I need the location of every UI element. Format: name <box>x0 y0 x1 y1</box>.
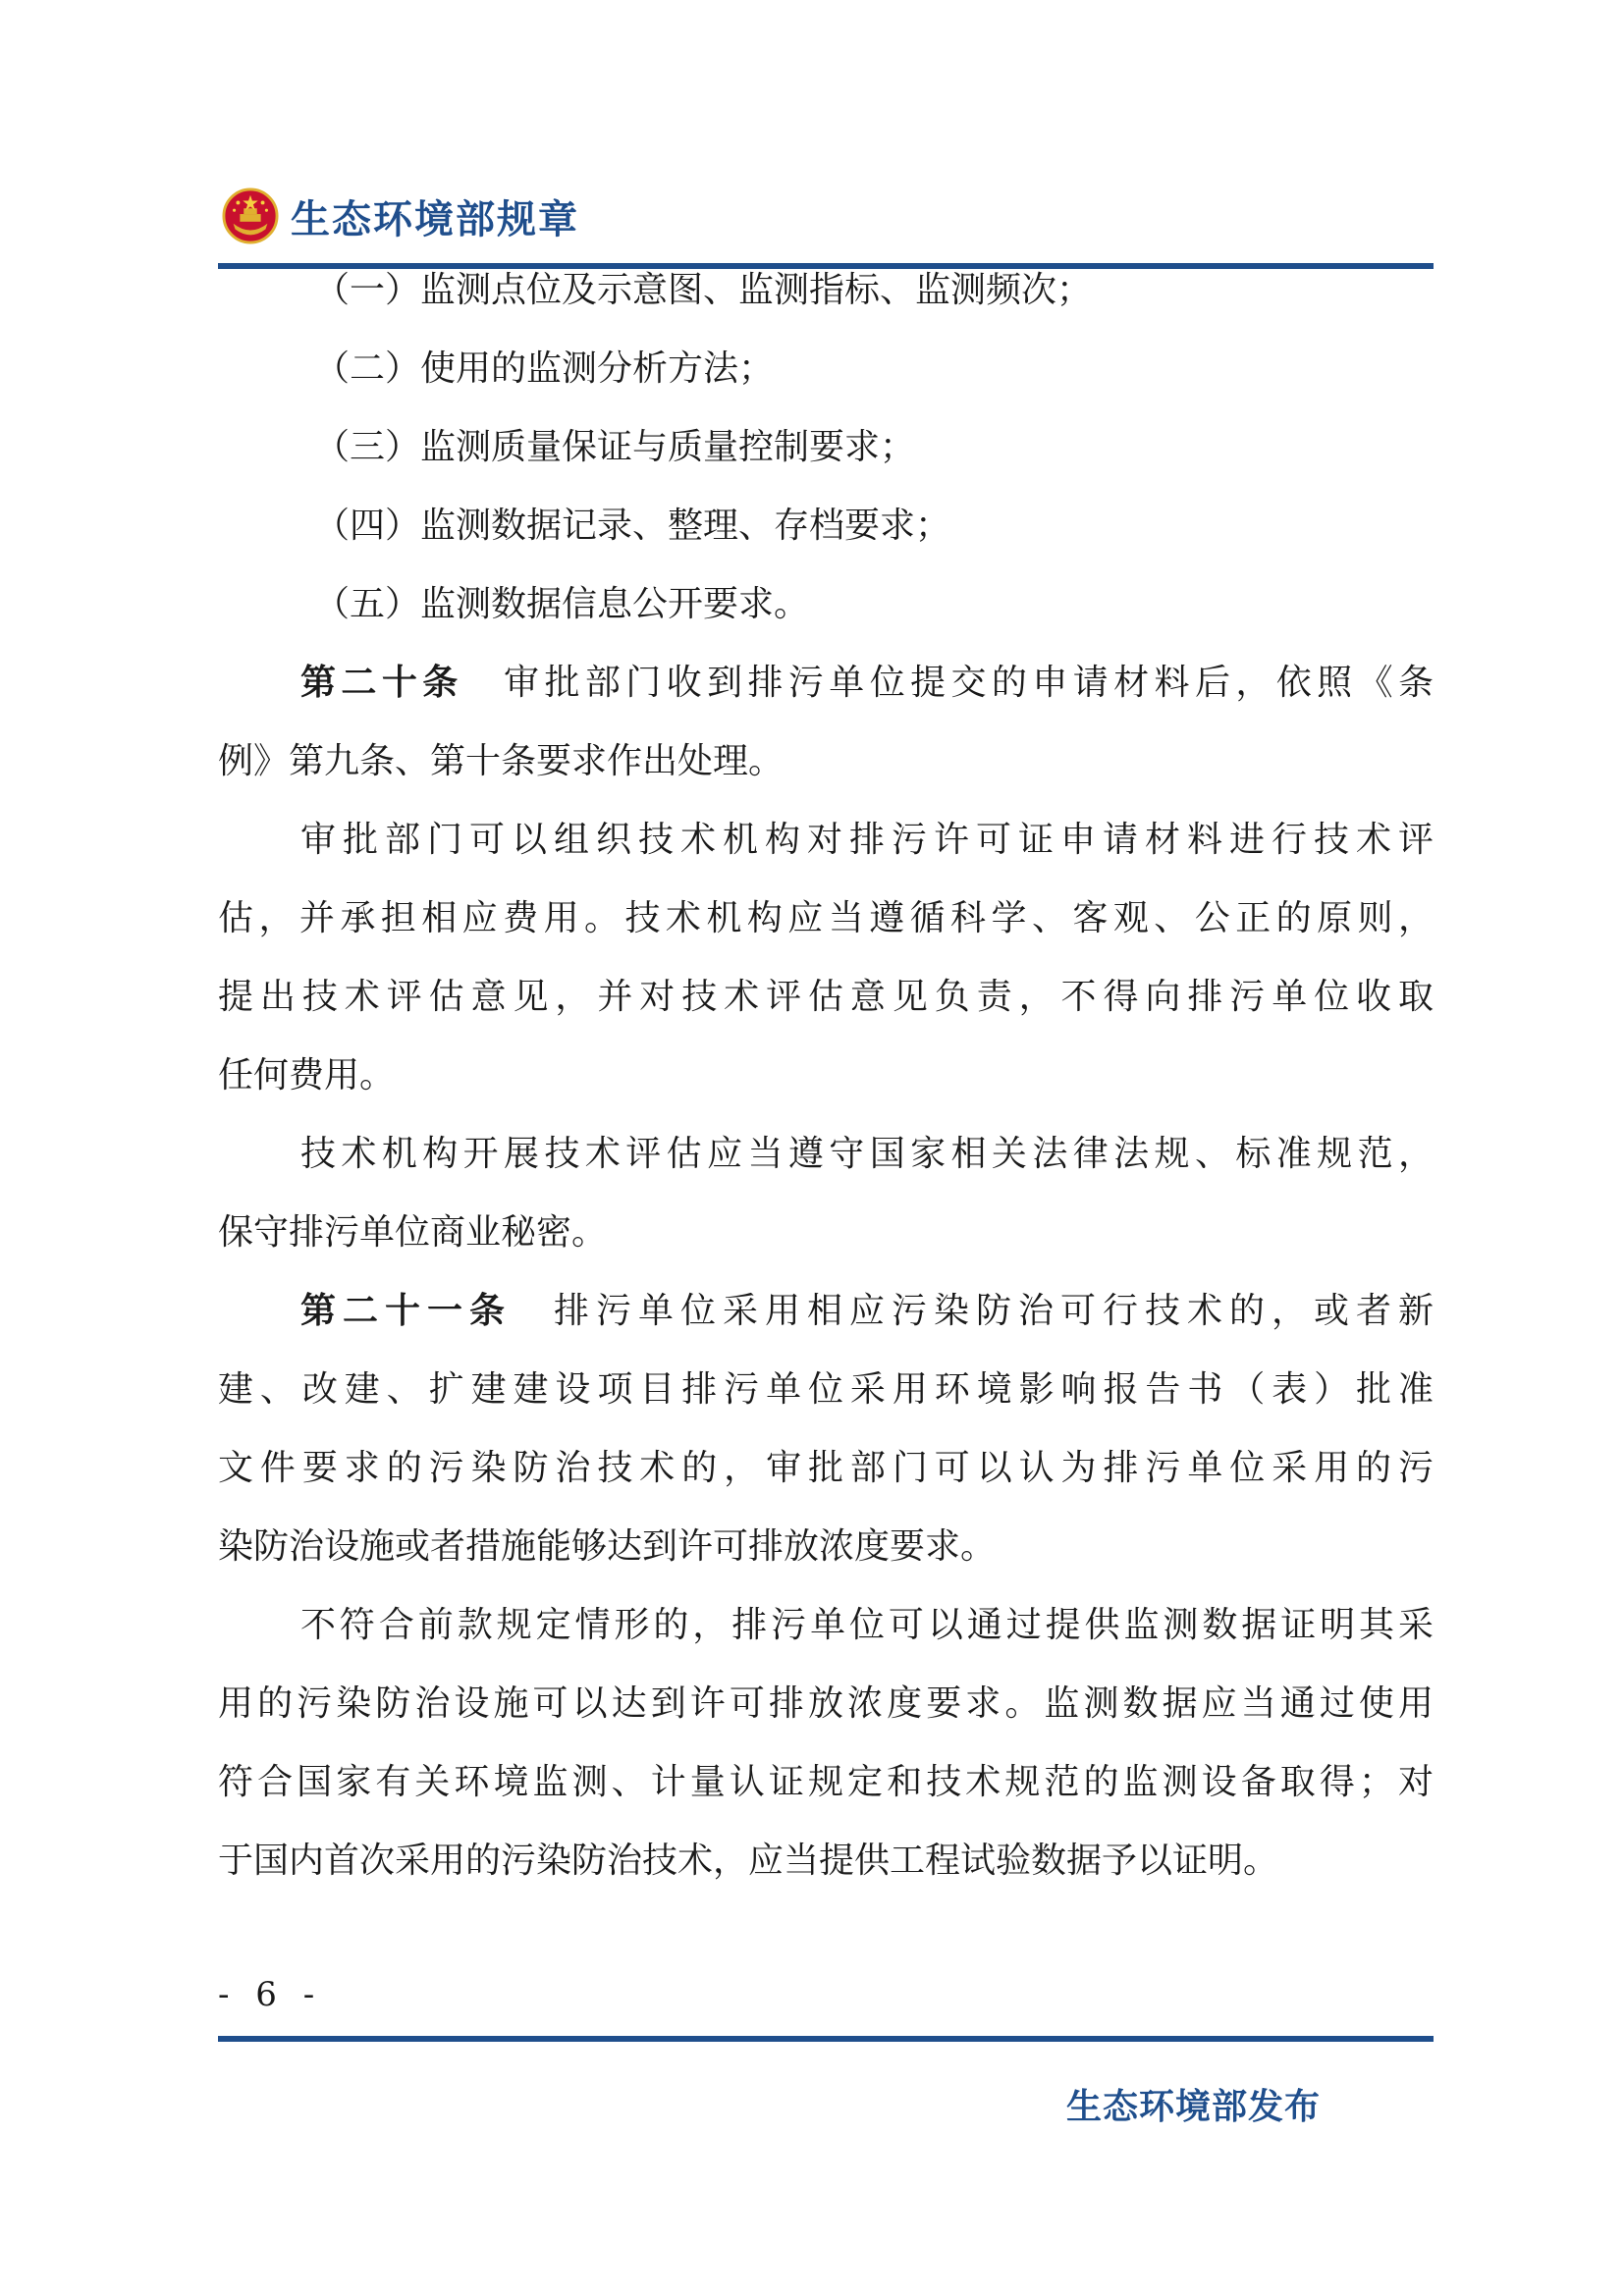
text-line: 提出技术评估意见，并对技术评估意见负责，不得向排污单位收取 <box>218 977 1434 1017</box>
text-line <box>218 664 1434 703</box>
text-line <box>218 1292 1434 1331</box>
text-line: （一）监测点位及示意图、监测指标、监测频次； <box>314 270 1093 310</box>
text-line: 文件要求的污染防治技术的，审批部门可以认为排污单位采用的污 <box>218 1448 1434 1488</box>
article-text: 排污单位采用相应污染防治可行技术的，或者新 <box>547 1291 1434 1331</box>
text-line: （三）监测质量保证与质量控制要求； <box>314 427 916 467</box>
text-line: 不符合前款规定情形的，排污单位可以通过提供监测数据证明其采 <box>300 1605 1434 1645</box>
text-line: 例》第九条、第十条要求作出处理。 <box>218 741 785 781</box>
text-line: 任何费用。 <box>218 1055 396 1095</box>
text-line: 建、改建、扩建建设项目排污单位采用环境影响报告书（表）批准 <box>218 1369 1434 1410</box>
text-line: 符合国家有关环境监测、计量认证规定和技术规范的监测设备取得；对 <box>218 1762 1434 1802</box>
footer-divider <box>218 2036 1434 2042</box>
text-line: 于国内首次采用的污染防治技术，应当提供工程试验数据予以证明。 <box>218 1841 1279 1881</box>
publisher-label: 生态环境部发布 <box>1066 2087 1322 2127</box>
national-emblem-icon <box>222 187 279 244</box>
text-line: （二）使用的监测分析方法； <box>314 348 775 389</box>
article-text: 审批部门收到排污单位提交的申请材料后，依照《条 <box>498 663 1434 703</box>
page-number: - 6 - <box>218 1975 323 2014</box>
page-header <box>222 177 579 255</box>
text-line: 染防治设施或者措施能够达到许可排放浓度要求。 <box>218 1526 997 1567</box>
text-line: 用的污染防治设施可以达到许可排放浓度要求。监测数据应当通过使用 <box>218 1683 1434 1724</box>
header-title: 生态环境部规章 <box>291 196 579 242</box>
article-heading: 第二十条 <box>300 663 463 703</box>
text-line: 保守排污单位商业秘密。 <box>218 1212 608 1253</box>
text-line: （四）监测数据记录、整理、存档要求； <box>314 506 951 546</box>
text-line: （五）监测数据信息公开要求。 <box>314 584 810 624</box>
text-line: 审批部门可以组织技术机构对排污许可证申请材料进行技术评 <box>300 820 1434 860</box>
text-line: 估，并承担相应费用。技术机构应当遵循科学、客观、公正的原则， <box>218 898 1434 938</box>
article-heading: 第二十一条 <box>300 1291 512 1331</box>
text-line: 技术机构开展技术评估应当遵守国家相关法律法规、标准规范， <box>300 1134 1434 1174</box>
header-divider <box>218 263 1434 269</box>
